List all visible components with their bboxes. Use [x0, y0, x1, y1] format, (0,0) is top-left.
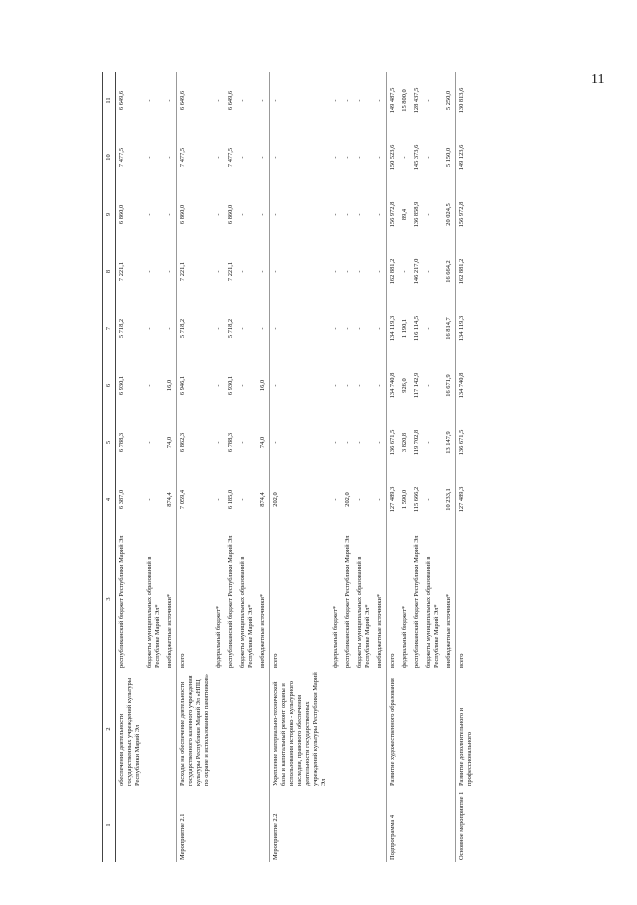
- source-cell: внебюджетные источники*: [259, 593, 266, 668]
- value-cell: 874,4: [166, 492, 173, 507]
- description-cell: [164, 670, 177, 788]
- description-cell: [330, 670, 342, 788]
- value-cell: -: [401, 270, 408, 273]
- table-row: [443, 72, 456, 862]
- table-row: [342, 72, 354, 862]
- value-cell: 6 185,0: [227, 489, 234, 510]
- value-cell: 5 150,0: [445, 147, 452, 168]
- value-cell: 136 671,5: [456, 414, 477, 471]
- source-cell: бюджеты муниципальных образований в Республике Марий Эл*: [239, 556, 254, 668]
- value-cell: 74,0: [166, 436, 173, 449]
- value-cell: -: [239, 99, 246, 102]
- value-cell: -: [215, 213, 222, 216]
- value-cell: -: [166, 270, 173, 273]
- column-header-10: 10: [103, 129, 116, 186]
- program-cell: [411, 788, 423, 862]
- value-cell: 162 881,2: [387, 243, 400, 300]
- value-cell: 162 881,2: [456, 243, 477, 300]
- source-cell: республиканский бюджет Республики Марий Эл: [227, 535, 234, 668]
- value-cell: -: [166, 156, 173, 159]
- value-cell: -: [356, 99, 363, 102]
- value-cell: 7 221,1: [118, 261, 125, 282]
- value-cell: -: [332, 498, 339, 501]
- value-cell: 16 814,7: [445, 317, 452, 340]
- value-cell: -: [356, 441, 363, 444]
- program-cell: [423, 788, 443, 862]
- value-cell: 6 788,3: [118, 432, 125, 453]
- value-cell: -: [259, 99, 266, 102]
- value-cell: 134 740,8: [387, 357, 400, 414]
- table-row: [257, 72, 270, 862]
- value-cell: -: [376, 498, 383, 501]
- program-cell: [257, 788, 270, 862]
- value-cell: -: [239, 327, 246, 330]
- value-cell: 127 489,3: [456, 471, 477, 528]
- value-cell: 117 142,9: [413, 372, 420, 399]
- value-cell: -: [332, 327, 339, 330]
- program-cell: [116, 788, 145, 862]
- value-cell: -: [259, 156, 266, 159]
- source-cell: внебюджетные источники*: [376, 593, 383, 668]
- value-cell: -: [376, 213, 383, 216]
- source-cell: федеральный бюджет*: [215, 605, 222, 668]
- value-cell: 5 718,2: [177, 300, 214, 357]
- value-cell: 134 119,3: [456, 300, 477, 357]
- table-row: [225, 72, 237, 862]
- table-row: [354, 72, 374, 862]
- value-cell: -: [215, 156, 222, 159]
- value-cell: 150 523,6: [387, 129, 400, 186]
- source-cell: бюджеты муниципальных образований в Республике Марий Эл*: [425, 556, 440, 668]
- value-cell: -: [401, 156, 408, 159]
- value-cell: -: [259, 270, 266, 273]
- source-cell: внебюджетные источники*: [445, 593, 452, 668]
- value-cell: 6 860,0: [227, 204, 234, 225]
- source-cell: республиканский бюджет Республики Марий Эл: [413, 535, 420, 668]
- value-cell: -: [166, 213, 173, 216]
- value-cell: -: [344, 99, 351, 102]
- source-cell: внебюджетные источники*: [166, 593, 173, 668]
- program-cell: [443, 788, 456, 862]
- value-cell: 10 233,1: [445, 488, 452, 511]
- value-cell: 15 800,0: [401, 89, 408, 112]
- source-cell: всего: [456, 528, 477, 670]
- table-row: [164, 72, 177, 862]
- table-row: [270, 72, 331, 862]
- value-cell: 116 114,5: [413, 315, 420, 342]
- value-cell: -: [425, 498, 432, 501]
- value-cell: 16,0: [259, 379, 266, 392]
- value-cell: 6 862,3: [177, 414, 214, 471]
- column-header-3: 3: [103, 528, 116, 670]
- value-cell: -: [344, 156, 351, 159]
- value-cell: -: [425, 441, 432, 444]
- value-cell: 6 387,0: [118, 489, 125, 510]
- table-row: [399, 72, 411, 862]
- value-cell: -: [332, 156, 339, 159]
- value-cell: -: [166, 327, 173, 330]
- value-cell: -: [356, 270, 363, 273]
- value-cell: -: [376, 441, 383, 444]
- value-cell: 6 930,1: [227, 375, 234, 396]
- value-cell: -: [215, 384, 222, 387]
- budget-table: [102, 72, 476, 862]
- value-cell: 115 666,2: [413, 486, 420, 513]
- column-header-7: 7: [103, 300, 116, 357]
- value-cell: 127 489,3: [387, 471, 400, 528]
- table-row: [144, 72, 164, 862]
- value-cell: 134 740,8: [456, 357, 477, 414]
- program-cell: [144, 788, 164, 862]
- value-cell: 6 649,6: [227, 90, 234, 111]
- table-row: [387, 72, 400, 862]
- value-cell: -: [376, 327, 383, 330]
- value-cell: 5 718,2: [118, 318, 125, 339]
- value-cell: 202,0: [270, 471, 331, 528]
- value-cell: -: [356, 498, 363, 501]
- program-cell: [164, 788, 177, 862]
- column-header-5: 5: [103, 414, 116, 471]
- value-cell: 74,0: [259, 436, 266, 449]
- value-cell: -: [239, 441, 246, 444]
- table-row: [237, 72, 257, 862]
- value-cell: -: [376, 384, 383, 387]
- table-row: [330, 72, 342, 862]
- column-header-8: 8: [103, 243, 116, 300]
- value-cell: -: [425, 384, 432, 387]
- value-cell: 134 119,3: [387, 300, 400, 357]
- value-cell: 149 487,5: [387, 72, 400, 129]
- value-cell: 145 373,6: [413, 144, 420, 171]
- value-cell: -: [376, 99, 383, 102]
- program-cell: [330, 788, 342, 862]
- table-row: [411, 72, 423, 862]
- source-cell: республиканский бюджет Республики Марий Эл: [118, 535, 125, 668]
- value-cell: -: [270, 243, 331, 300]
- value-cell: -: [332, 99, 339, 102]
- value-cell: -: [376, 156, 383, 159]
- value-cell: -: [166, 99, 173, 102]
- description-cell: [374, 670, 387, 788]
- value-cell: -: [215, 270, 222, 273]
- description-cell: [411, 670, 423, 788]
- source-cell: федеральный бюджет*: [401, 605, 408, 668]
- description-cell: Развитие дополнительного и профессионального: [456, 670, 477, 788]
- value-cell: 16 671,9: [445, 374, 452, 397]
- value-cell: -: [332, 441, 339, 444]
- value-cell: -: [344, 270, 351, 273]
- value-cell: -: [356, 213, 363, 216]
- description-cell: [399, 670, 411, 788]
- program-cell: Мероприятие 2.2: [270, 788, 331, 862]
- value-cell: -: [259, 213, 266, 216]
- table-row: [177, 72, 214, 862]
- value-cell: 130 813,6: [456, 72, 477, 129]
- value-cell: 7 221,1: [227, 261, 234, 282]
- value-cell: 7 059,4: [177, 471, 214, 528]
- value-cell: -: [146, 498, 153, 501]
- description-cell: [342, 670, 354, 788]
- description-cell: [213, 670, 225, 788]
- value-cell: -: [425, 99, 432, 102]
- value-cell: 1 190,1: [401, 318, 408, 339]
- value-cell: 136 858,9: [413, 201, 420, 228]
- value-cell: -: [146, 384, 153, 387]
- table-row: [213, 72, 225, 862]
- value-cell: 6 860,0: [177, 186, 214, 243]
- value-cell: -: [425, 213, 432, 216]
- value-cell: 7 477,5: [227, 147, 234, 168]
- description-cell: Развитие художественного образования: [387, 670, 400, 788]
- value-cell: 119 702,8: [413, 429, 420, 456]
- value-cell: -: [344, 327, 351, 330]
- value-cell: 1 590,0: [401, 489, 408, 510]
- value-cell: 6 930,1: [118, 375, 125, 396]
- value-cell: -: [332, 270, 339, 273]
- value-cell: -: [332, 384, 339, 387]
- value-cell: 3 820,8: [401, 432, 408, 453]
- value-cell: -: [356, 327, 363, 330]
- value-cell: 202,0: [344, 492, 351, 507]
- program-cell: [354, 788, 374, 862]
- value-cell: -: [270, 414, 331, 471]
- value-cell: 136 671,5: [387, 414, 400, 471]
- value-cell: -: [356, 156, 363, 159]
- value-cell: 6 649,6: [118, 90, 125, 111]
- value-cell: -: [425, 327, 432, 330]
- value-cell: 6 788,3: [227, 432, 234, 453]
- column-header-2: 2: [103, 670, 116, 788]
- description-cell: Укрепление материально-технической базы и капитальный ремонт охраны и использования историко - культурного наследия, правового обеспечения деятельности государственных учреждений культуры Республики Марий Эл: [270, 670, 331, 788]
- value-cell: -: [332, 213, 339, 216]
- column-header-6: 6: [103, 357, 116, 414]
- column-header-9: 9: [103, 186, 116, 243]
- value-cell: -: [215, 498, 222, 501]
- value-cell: -: [239, 156, 246, 159]
- value-cell: 7 221,1: [177, 243, 214, 300]
- table-row: [456, 72, 477, 862]
- value-cell: -: [146, 270, 153, 273]
- description-cell: [144, 670, 164, 788]
- value-cell: -: [215, 327, 222, 330]
- rotated-table-container: [102, 72, 522, 862]
- value-cell: -: [146, 99, 153, 102]
- value-cell: -: [425, 270, 432, 273]
- source-cell: всего: [387, 528, 400, 670]
- source-cell: федеральный бюджет*: [332, 605, 339, 668]
- description-cell: [225, 670, 237, 788]
- value-cell: -: [344, 441, 351, 444]
- table-row: [116, 72, 145, 862]
- value-cell: 13 147,9: [445, 431, 452, 454]
- program-cell: [399, 788, 411, 862]
- source-cell: бюджеты муниципальных образований в Республике Марий Эл*: [146, 556, 161, 668]
- value-cell: -: [239, 213, 246, 216]
- value-cell: 20 024,5: [445, 203, 452, 226]
- value-cell: 128 437,5: [413, 87, 420, 114]
- description-cell: [443, 670, 456, 788]
- value-cell: 156 972,8: [456, 186, 477, 243]
- value-cell: -: [215, 99, 222, 102]
- value-cell: -: [239, 384, 246, 387]
- value-cell: -: [344, 384, 351, 387]
- program-cell: Подпрограмма 4: [387, 788, 400, 862]
- value-cell: -: [270, 357, 331, 414]
- value-cell: -: [356, 384, 363, 387]
- value-cell: 5 250,0: [445, 90, 452, 111]
- table-row: [374, 72, 387, 862]
- table-body: [116, 72, 477, 862]
- column-header-11: 11: [103, 72, 116, 129]
- value-cell: 6 946,1: [177, 357, 214, 414]
- value-cell: 5 718,2: [227, 318, 234, 339]
- value-cell: 7 477,5: [177, 129, 214, 186]
- value-cell: -: [425, 156, 432, 159]
- value-cell: -: [146, 327, 153, 330]
- value-cell: -: [259, 327, 266, 330]
- value-cell: -: [270, 129, 331, 186]
- value-cell: 7 477,5: [118, 147, 125, 168]
- value-cell: 16 664,2: [445, 260, 452, 283]
- program-cell: Основное мероприятие 1: [456, 788, 477, 862]
- description-cell: [257, 670, 270, 788]
- value-cell: -: [239, 270, 246, 273]
- value-cell: -: [270, 186, 331, 243]
- value-cell: -: [344, 213, 351, 216]
- value-cell: -: [146, 213, 153, 216]
- value-cell: -: [376, 270, 383, 273]
- value-cell: 149 123,6: [456, 129, 477, 186]
- column-header-4: 4: [103, 471, 116, 528]
- program-cell: [225, 788, 237, 862]
- header-row: [103, 72, 116, 862]
- table-row: [423, 72, 443, 862]
- value-cell: -: [270, 72, 331, 129]
- description-cell: обеспечения деятельности государственных учреждений культуры Республики Марий Эл: [118, 678, 141, 786]
- value-cell: 6 860,0: [118, 204, 125, 225]
- source-cell: республиканский бюджет Республики Марий Эл: [344, 535, 351, 668]
- source-cell: бюджеты муниципальных образований в Республике Марий Эл*: [356, 556, 371, 668]
- column-header-1: 1: [103, 788, 116, 862]
- description-cell: [237, 670, 257, 788]
- value-cell: 16,0: [166, 379, 173, 392]
- value-cell: 874,4: [259, 492, 266, 507]
- value-cell: -: [146, 441, 153, 444]
- program-cell: Мероприятие 2.1: [177, 788, 214, 862]
- value-cell: -: [270, 300, 331, 357]
- program-cell: [213, 788, 225, 862]
- source-cell: всего: [177, 528, 214, 670]
- description-cell: Расходы на обеспечение деятельности государственного казенного учреждения культуры Республики Марий Эл «НПЦ по охране и использованию памятников»: [177, 670, 214, 788]
- program-cell: [342, 788, 354, 862]
- description-cell: [354, 670, 374, 788]
- value-cell: -: [239, 498, 246, 501]
- value-cell: 146 217,0: [413, 258, 420, 285]
- value-cell: 156 972,8: [387, 186, 400, 243]
- value-cell: 926,0: [401, 378, 408, 393]
- page-number: 11: [591, 72, 605, 87]
- value-cell: 6 649,6: [177, 72, 214, 129]
- description-cell: [423, 670, 443, 788]
- value-cell: 89,4: [401, 208, 408, 221]
- value-cell: -: [215, 441, 222, 444]
- value-cell: -: [146, 156, 153, 159]
- program-cell: [237, 788, 257, 862]
- source-cell: всего: [270, 528, 331, 670]
- program-cell: [374, 788, 387, 862]
